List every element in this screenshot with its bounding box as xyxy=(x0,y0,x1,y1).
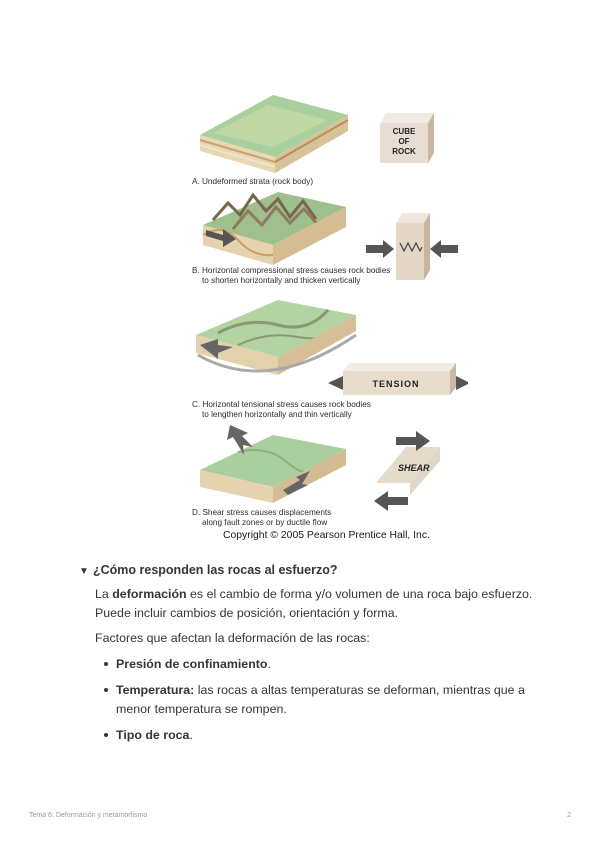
factors-intro: Factores que afectan la deformación de las rocas: xyxy=(95,631,370,645)
cube-label-3: ROCK xyxy=(392,147,416,156)
cube-of-rock xyxy=(380,113,434,163)
caption-a: A. Undeformed strata (rock body) xyxy=(192,177,314,186)
para1-rest: es el cambio de forma y/o volumen de una roca bajo esfuerzo. Puede incluir cambios de posición, orientación y forma. xyxy=(95,587,533,620)
list-item xyxy=(116,726,540,745)
block-shear xyxy=(200,425,346,503)
toggle-heading[interactable] xyxy=(79,563,549,577)
deformation-paragraph xyxy=(95,585,540,622)
para1-prefix: La xyxy=(95,587,113,601)
para1-bold: deformación xyxy=(112,587,187,601)
page-footer xyxy=(29,812,571,819)
tension-label: TENSION xyxy=(372,379,420,389)
caption-d-1: D. Shear stress causes displacements xyxy=(192,508,332,517)
item-bold: Tipo de roca xyxy=(116,728,190,742)
shear-label: SHEAR xyxy=(398,463,430,473)
item-bold: Presión de confinamiento xyxy=(116,656,268,671)
list-item xyxy=(116,681,540,718)
footer-title: Tema 6: Deformación y metamorfismo xyxy=(29,812,148,819)
deformation-figure xyxy=(178,95,468,550)
caption-b-1: B. Horizontal compressional stress causes rock bodies xyxy=(192,266,391,275)
item-text: . xyxy=(189,728,193,742)
item-text: las rocas a altas temperaturas se deforman, mientras que a menor temperatura se rompen. xyxy=(116,683,525,716)
cube-label-1: CUBE xyxy=(392,127,416,136)
triangle-down-icon[interactable]: ▼ xyxy=(79,566,89,577)
list-item xyxy=(116,655,540,674)
caption-c-1: C. Horizontal tensional stress causes rock bodies xyxy=(192,400,371,409)
block-tension xyxy=(196,300,356,375)
toggle-content xyxy=(95,585,540,753)
item-text: . xyxy=(267,656,271,671)
caption-b-2: to shorten horizontally and thicken vertically xyxy=(202,276,361,285)
block-compression xyxy=(203,192,346,265)
tension-block xyxy=(328,363,468,395)
cube-label-2: OF xyxy=(398,137,410,146)
shear-block xyxy=(374,431,440,511)
factors-list xyxy=(95,655,540,745)
copyright-text: Copyright © 2005 Pearson Prentice Hall, Inc. xyxy=(223,530,430,541)
caption-c-2: to lengthen horizontally and thin vertically xyxy=(202,410,352,419)
toggle-title: ¿Cómo responden las rocas al esfuerzo? xyxy=(93,563,338,577)
block-undeformed xyxy=(200,95,348,173)
caption-d-2: along fault zones or by ductile flow xyxy=(202,518,328,527)
item-bold: Temperatura: xyxy=(116,683,195,697)
deformation-diagram xyxy=(178,95,468,550)
page-number: 2 xyxy=(567,812,571,819)
